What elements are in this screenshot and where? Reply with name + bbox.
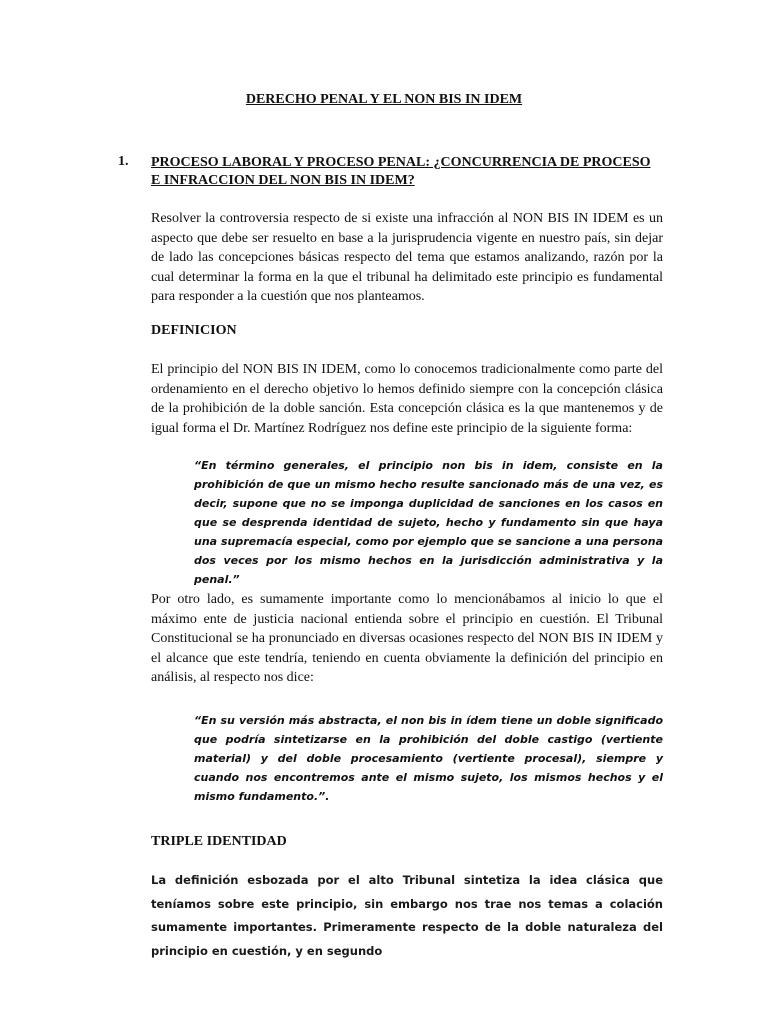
document-title: DERECHO PENAL Y EL NON BIS IN IDEM <box>245 92 523 107</box>
quote-tribunal: “En su versión más abstracta, el non bis in ídem tiene un doble significado que podría sintetizarse en la prohibición del doble castigo (vertiente material) y del doble procesamiento (vertiente procesal), siempre y cuando nos encontremos ante el mismo sujeto, los mismos hechos y el mismo fundamento.”. <box>194 714 663 803</box>
subheading-definicion: DEFINICION <box>151 323 237 338</box>
paragraph-definicion: El principio del NON BIS IN IDEM, como lo conocemos tradicionalmente como parte del ordenamiento en el derecho objetivo lo hemos definido siempre con la concepción clásica de la prohibición de la doble sanción. Esta concepción clásica es la que mantenemos y de igual forma el Dr. Martínez Rodríguez nos define este principio de la siguiente forma: <box>151 362 663 436</box>
paragraph-tribunal: Por otro lado, es sumamente importante como lo mencionábamos al inicio lo que el máximo ente de justicia nacional entienda sobre el principio en cuestión. El Tribunal Constitucional se ha pronunciado en diversas ocasiones respecto del NON BIS IN IDEM y el alcance que este tendría, teniendo en cuenta obviamente la definición del principio en análisis, al respecto nos dice: <box>151 592 663 685</box>
paragraph-triple-identidad: La definición esbozada por el alto Tribunal sintetiza la idea clásica que teníamos sobre este principio, sin embargo nos trae nos temas a colación sumamente importantes. Primeramente respecto de la doble naturaleza del principio en cuestión, y en segundo <box>151 873 663 958</box>
section-heading: PROCESO LABORAL Y PROCESO PENAL: ¿CONCURRENCIA DE PROCESO E INFRACCION DEL NON BIS IN IDEM? <box>151 155 651 188</box>
quote-martinez: “En término generales, el principio non bis in idem, consiste en la prohibición de que un mismo hecho resulte sancionado más de una vez, es decir, supone que no se imponga duplicidad de sanciones en los casos en que se desprenda identidad de sujeto, hecho y fundamento sin que haya una supremacía especial, como por ejemplo que se sancione a una persona dos veces por los mismo hechos en la jurisdicción administrativa y la penal.” <box>194 459 663 586</box>
section-number: 1. <box>118 154 129 169</box>
paragraph-intro: Resolver la controversia respecto de si existe una infracción al NON BIS IN IDEM es un aspecto que debe ser resuelto en base a la jurisprudencia vigente en nuestro país, sin dejar de lado las concepciones básicas respecto del tema que estamos analizando, razón por la cual determinar la forma en la que el tribunal ha delimitado este principio es fundamental para responder a la cuestión que nos planteamos. <box>151 211 663 304</box>
subheading-triple-identidad: TRIPLE IDENTIDAD <box>151 834 287 849</box>
